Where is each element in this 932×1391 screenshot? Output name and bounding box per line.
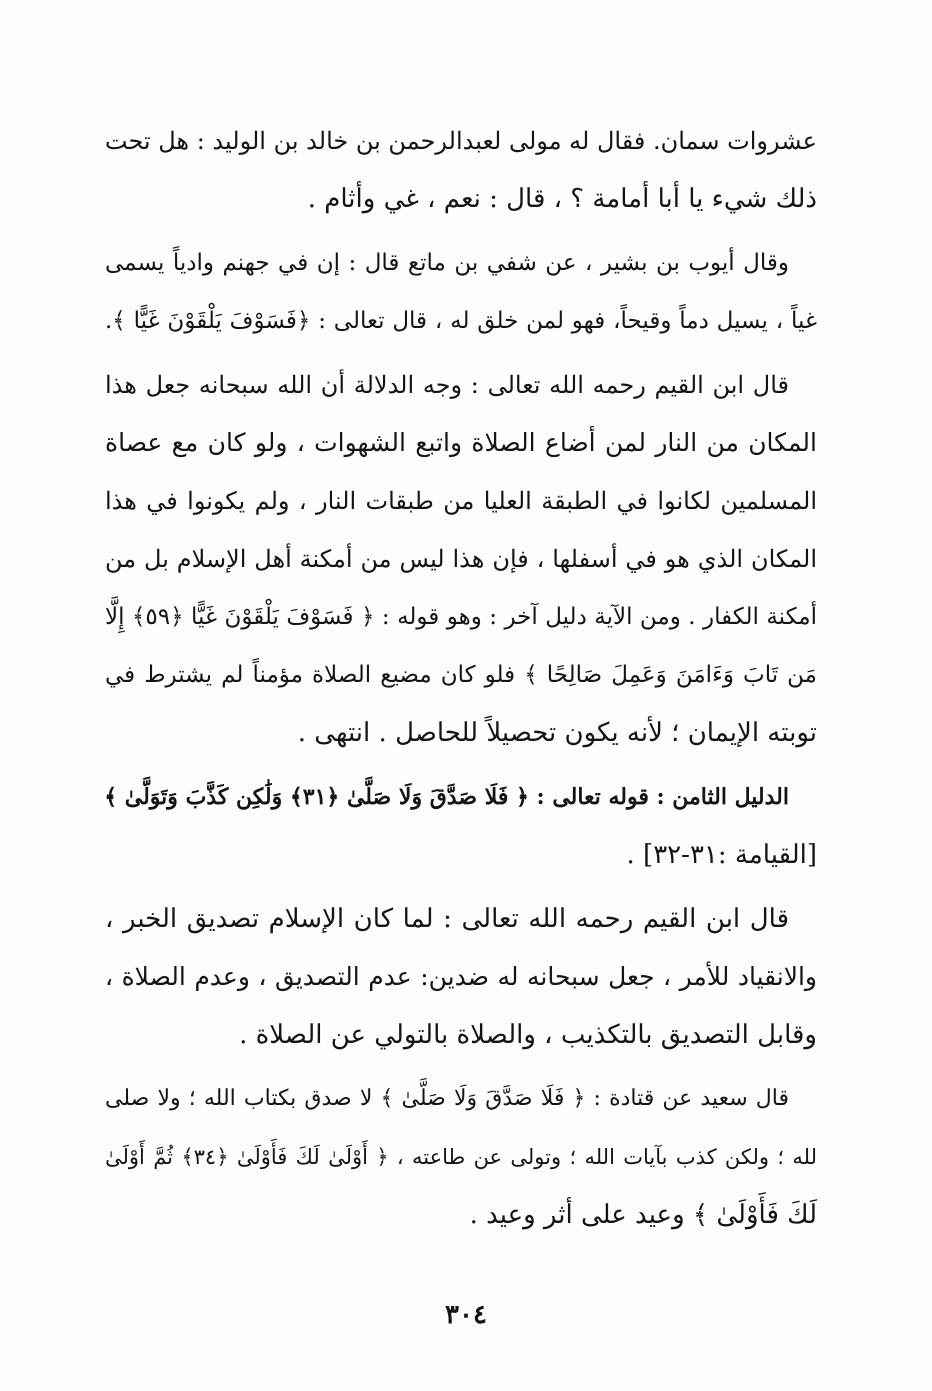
paragraph bbox=[105, 768, 817, 884]
text-line: المسلمين لكانوا في الطبقة العليا من طبقات النار ، ولم يكونوا في هذا bbox=[105, 487, 817, 515]
text-line: أمكنة الكفار . ومن الآية دليل آخر : وهو قوله : ﴿ فَسَوْفَ يَلْقَوْنَ غَيًّا ﴿٥٩﴾ إِلَّا bbox=[105, 604, 817, 630]
text-line: والانقياد للأمر ، جعل سبحانه له ضدين: عدم التصديق ، وعدم الصلاة ، bbox=[105, 962, 817, 991]
text-line: قال ابن القيم رحمه الله تعالى : وجه الدلالة أن الله سبحانه جعل هذا bbox=[105, 371, 789, 399]
paragraph bbox=[105, 112, 817, 228]
paragraph bbox=[105, 890, 817, 1064]
text-line: لَكَ فَأَوْلَىٰ ﴾ وعيد على أثر وعيد . bbox=[469, 1200, 817, 1230]
text-line: مَن تَابَ وَءَامَنَ وَعَمِلَ صَالِحًا ﴾ فلو كان مضيع الصلاة مؤمناً لم يشترط في bbox=[105, 662, 817, 688]
text-line: قال ابن القيم رحمه الله تعالى : لما كان الإسلام تصديق الخبر ، bbox=[105, 904, 789, 934]
section-heading-line: الدليل الثامن : قوله تعالى : ﴿ فَلَا صَدَّقَ وَلَا صَلَّىٰ ﴿٣١﴾ وَلَٰكِن كَذَّبَ وَتَوَلَّىٰ ﴾ bbox=[104, 784, 789, 810]
paragraph bbox=[105, 1070, 817, 1244]
page-number: ٣٠٤ bbox=[445, 1300, 487, 1330]
text-line: وقابل التصديق بالتكذيب ، والصلاة بالتولي عن الصلاة . bbox=[239, 1020, 817, 1050]
text-line: قال سعيد عن قتادة : ﴿ فَلَا صَدَّقَ وَلَا صَلَّىٰ ﴾ لا صدق بكتاب الله ؛ ولا صلى bbox=[105, 1086, 789, 1111]
text-line: [القيامة :٣١-٣٢] . bbox=[626, 840, 817, 870]
paragraph bbox=[105, 356, 817, 762]
text-line: غياً ، يسيل دماً وقيحاً، فهو لمن خلق له ، قال تعالى : ﴿فَسَوْفَ يَلْقَوْنَ غَيًّا ﴾. bbox=[105, 308, 817, 334]
text-line: المكان الذي هو في أسفلها ، فإن هذا ليس من أمكنة أهل الإسلام بل من bbox=[105, 545, 817, 573]
text-line: ذلك شيء يا أبا أمامة ؟ ، قال : نعم ، غي وأثام . bbox=[307, 184, 817, 214]
paragraph bbox=[105, 234, 817, 350]
text-line: عشروات سمان. فقال له مولى لعبدالرحمن بن خالد بن الوليد : هل تحت bbox=[104, 127, 817, 155]
page-body bbox=[105, 112, 817, 1244]
text-line: لله ؛ ولكن كذب بآيات الله ؛ وتولى عن طاعته ، ﴿ أَوْلَىٰ لَكَ فَأَوْلَىٰ ﴿٣٤﴾ ثُمَّ أَوْلَىٰ bbox=[105, 1145, 817, 1169]
text-line: المكان من النار لمن أضاع الصلاة واتبع الشهوات ، ولو كان مع عصاة bbox=[105, 428, 817, 457]
text-line: وقال أيوب بن بشير ، عن شفي بن ماتع قال : إن في جهنم وادياً يسمى bbox=[105, 250, 789, 276]
text-line: توبته الإيمان ؛ لأنه يكون تحصيلاً للحاصل . انتهى . bbox=[297, 718, 817, 748]
